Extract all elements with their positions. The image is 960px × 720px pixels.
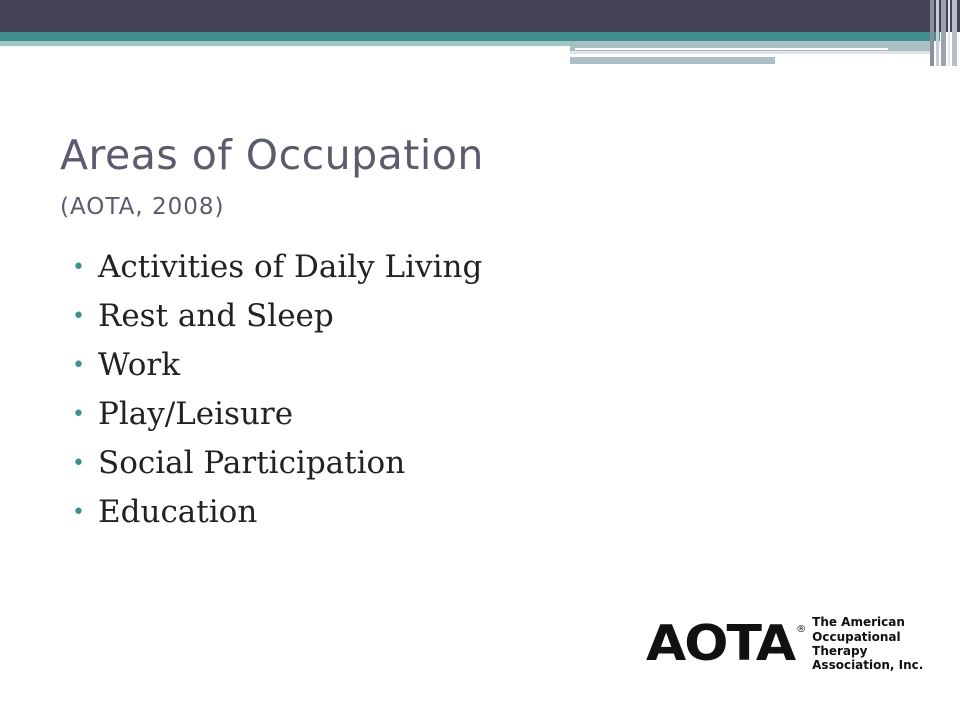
list-item	[72, 292, 482, 341]
bullet-text: Education	[98, 494, 258, 530]
header-teal-stripe	[0, 32, 940, 41]
header-light-teal-stripe	[0, 41, 570, 46]
header-dark-stripe	[0, 0, 960, 32]
bullet-icon: •	[72, 500, 85, 525]
bullet-icon: •	[72, 255, 85, 280]
bullet-list	[72, 243, 482, 537]
aota-logo-line3: Association, Inc.	[812, 658, 924, 673]
header-decoration-band	[0, 0, 960, 66]
slide-title: Areas of Occupation	[60, 131, 484, 179]
slide-subtitle: (AOTA, 2008)	[60, 194, 225, 220]
bullet-text: Rest and Sleep	[98, 298, 334, 334]
registered-mark-icon: ®	[796, 624, 807, 635]
bullet-text: Play/Leisure	[98, 396, 294, 432]
header-short-gray-stripe	[570, 57, 775, 64]
bullet-icon: •	[72, 402, 85, 427]
aota-logo-line2: Occupational Therapy	[812, 629, 901, 658]
header-white-line	[575, 48, 888, 50]
list-item	[72, 243, 482, 292]
aota-logo	[646, 616, 958, 672]
bullet-text: Work	[98, 347, 181, 383]
list-item	[72, 390, 482, 439]
list-item	[72, 488, 482, 537]
aota-logo-mark: AOTA	[646, 615, 795, 673]
bullet-icon: •	[72, 353, 85, 378]
aota-logo-text	[812, 615, 958, 673]
bullet-text: Social Participation	[98, 445, 406, 481]
header-corner-lines	[930, 0, 960, 66]
list-item	[72, 439, 482, 488]
list-item	[72, 341, 482, 390]
bullet-icon: •	[72, 304, 85, 329]
bullet-text: Activities of Daily Living	[98, 249, 483, 285]
header-pale-stripe	[570, 51, 930, 54]
bullet-icon: •	[72, 451, 85, 476]
aota-logo-line1: The American	[812, 615, 905, 630]
